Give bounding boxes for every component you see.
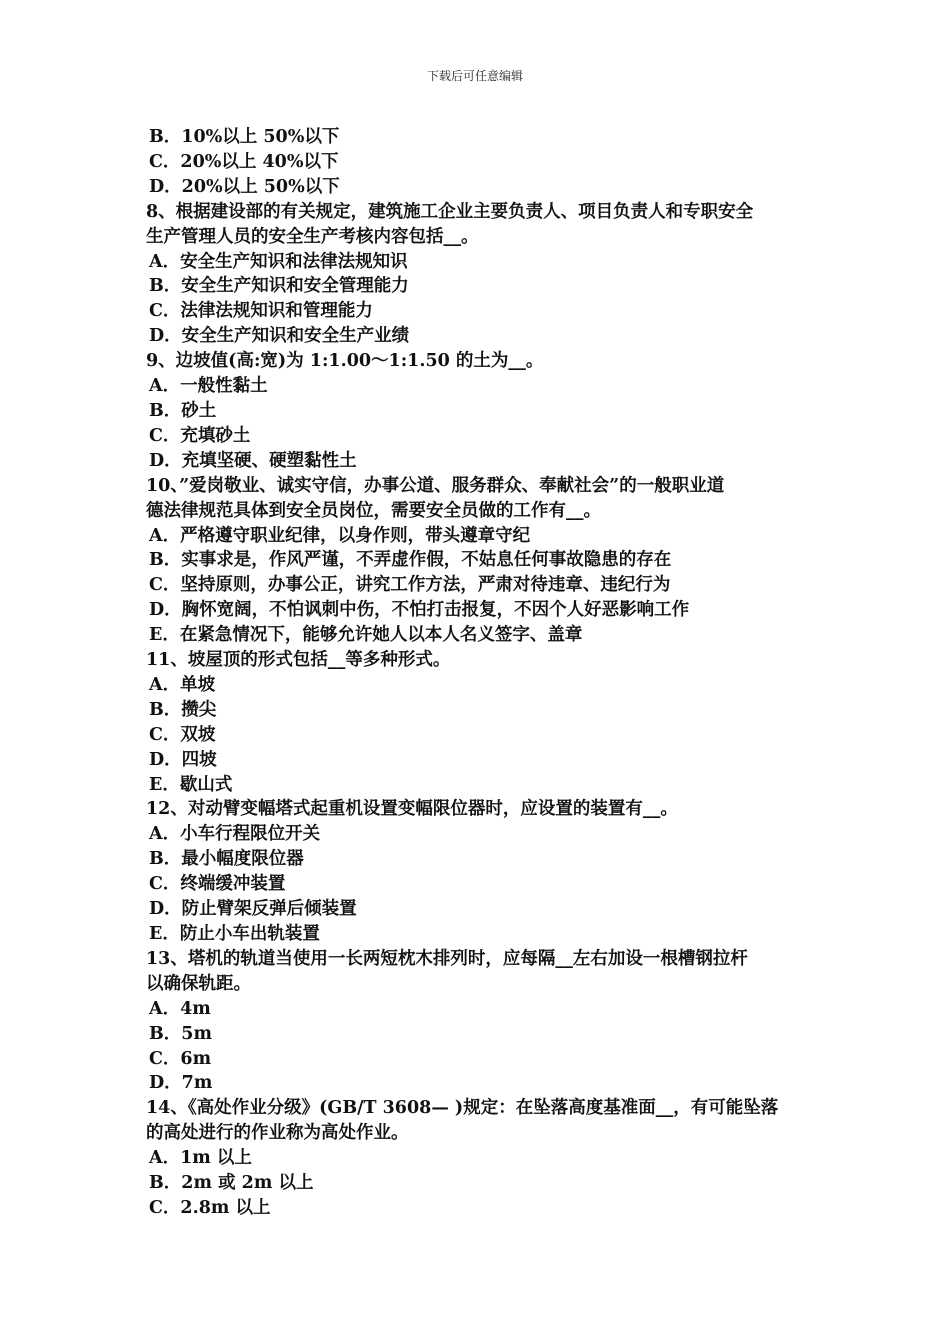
answer-option: D．7m [149, 1073, 213, 1094]
answer-option: C．2.8m 以上 [149, 1197, 271, 1218]
question-text-line: 12、对动臂变幅塔式起重机设置变幅限位器时，应设置的装置有__。 [146, 799, 678, 820]
answer-option: A．单坡 [149, 674, 216, 695]
answer-option: B．安全生产知识和安全管理能力 [149, 276, 409, 297]
answer-option: A．1m 以上 [149, 1148, 252, 1169]
question-text-line: 9、边坡值(高:宽)为 1:1.00～1:1.50 的土为__。 [146, 351, 544, 372]
page-header: 下载后可任意编辑 [426, 69, 523, 83]
question-text-line: 10、”爱岗敬业、诚实守信，办事公道、服务群众、奉献社会”的一般职业道 [146, 475, 725, 496]
answer-option: A．一般性黏土 [149, 376, 268, 397]
answer-option: D．20%以上 50%以下 [149, 176, 340, 197]
answer-option: B．最小幅度限位器 [149, 849, 304, 870]
answer-option: C．充填砂土 [149, 425, 251, 446]
answer-option: B．2m 或 2m 以上 [149, 1173, 314, 1194]
answer-option: C．双坡 [149, 724, 216, 745]
question-text-line: 8、根据建设部的有关规定，建筑施工企业主要负责人、项目负责人和专职安全 [146, 201, 754, 222]
question-content [146, 125, 816, 1221]
answer-option: A．严格遵守职业纪律，以身作则，带头遵章守纪 [149, 525, 531, 546]
answer-option: B．5m [149, 1023, 212, 1044]
answer-option: D．安全生产知识和安全生产业绩 [149, 326, 410, 347]
answer-option: C．6m [149, 1048, 212, 1069]
answer-option: E．在紧急情况下，能够允许她人以本人名义签字、盖章 [149, 625, 583, 646]
answer-option: B．10%以上 50%以下 [149, 127, 340, 147]
answer-option: D．胸怀宽阔，不怕讽刺中伤，不怕打击报复，不因个人好恶影响工作 [149, 600, 690, 621]
answer-option: E．歇山式 [149, 774, 233, 795]
question-text-line: 14、《高处作业分级》(GB/T 3608— )规定：在坠落高度基准面__，有可能坠落 [146, 1098, 779, 1119]
answer-option: D．充填坚硬、硬塑黏性土 [149, 450, 357, 471]
question-text-line: 13、塔机的轨道当使用一长两短枕木排列时，应每隔__左右加设一根槽钢拉杆 [146, 948, 748, 969]
answer-option: A．小车行程限位开关 [149, 824, 321, 845]
question-text-line: 以确保轨距。 [146, 973, 251, 994]
answer-option: C．法律法规知识和管理能力 [149, 301, 373, 322]
answer-option: D．防止臂架反弹后倾装置 [149, 899, 357, 920]
answer-option: A．4m [149, 998, 211, 1019]
answer-option: C．坚持原则，办事公正，讲究工作方法，严肃对待违章、违纪行为 [149, 575, 671, 596]
answer-option: E．防止小车出轨装置 [149, 924, 320, 944]
answer-option: B．攒尖 [149, 699, 217, 720]
answer-option: C．终端缓冲装置 [149, 874, 286, 895]
answer-option: B．实事求是，作风严谨，不弄虚作假，不姑息任何事故隐患的存在 [149, 550, 672, 571]
answer-option: B．砂土 [149, 400, 217, 421]
question-text-line: 德法律规范具体到安全员岗位，需要安全员做的工作有__。 [146, 500, 601, 521]
question-text-line: 的高处进行的作业称为高处作业。 [146, 1123, 409, 1144]
answer-option: C．20%以上 40%以下 [149, 151, 339, 172]
question-text-line: 11、坡屋顶的形式包括__等多种形式。 [146, 650, 451, 671]
question-text-line: 生产管理人员的安全生产考核内容包括__。 [146, 226, 479, 247]
answer-option: A．安全生产知识和法律法规知识 [149, 251, 408, 272]
answer-option: D．四坡 [149, 749, 217, 770]
